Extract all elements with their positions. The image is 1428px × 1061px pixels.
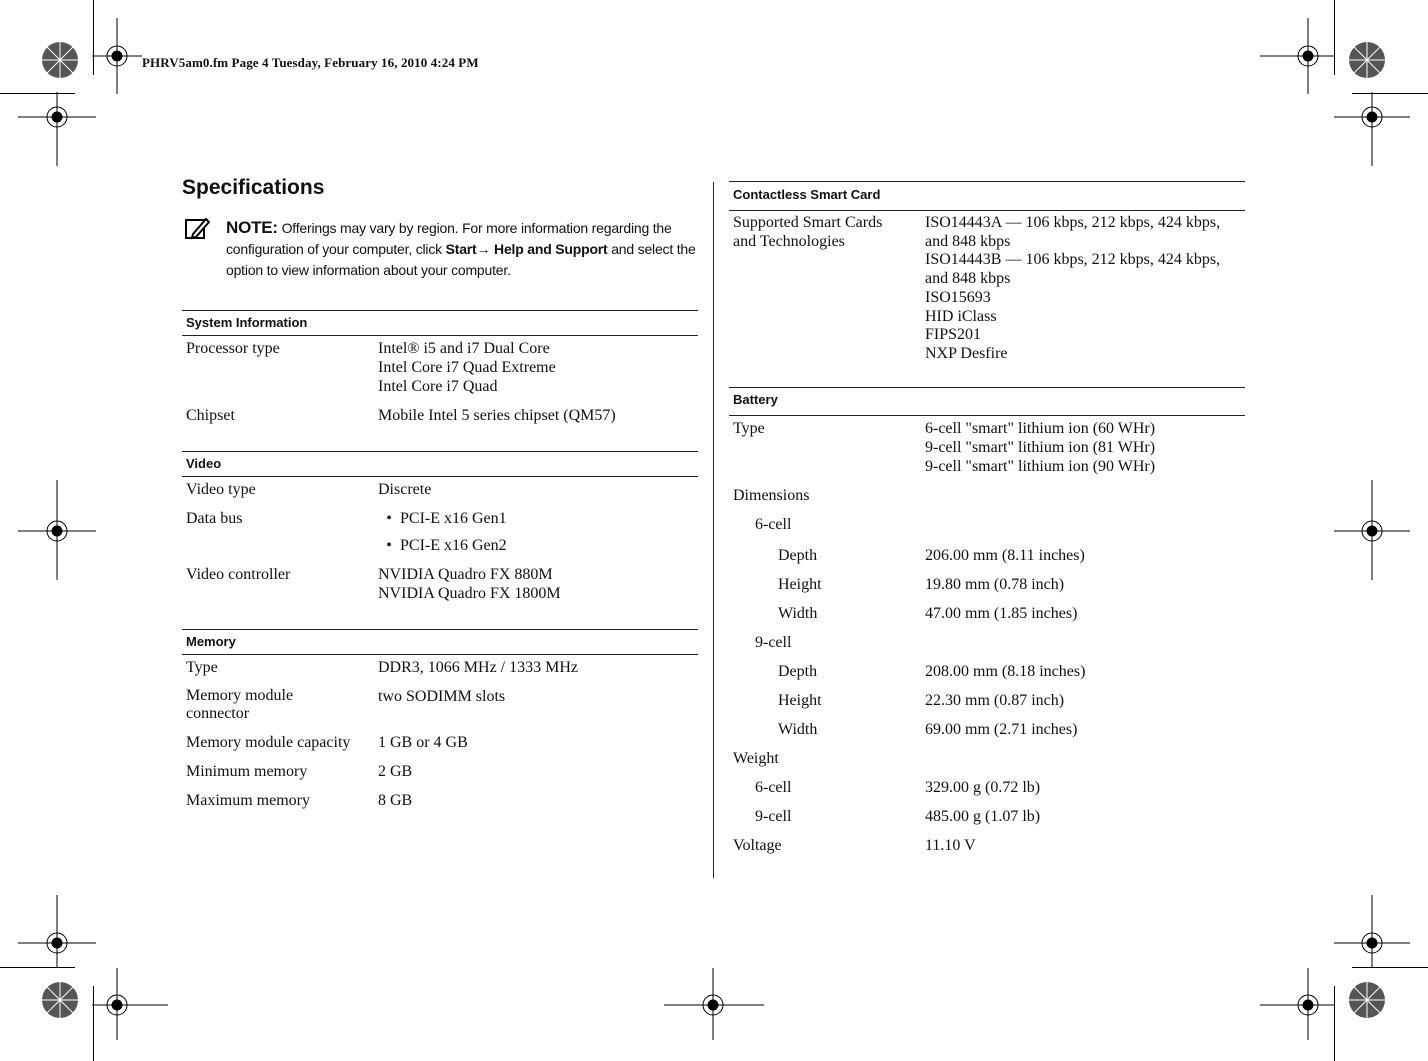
- spec-row: Video controller NVIDIA Quadro FX 880M NVIDIA Quadro FX 1800M: [186, 566, 561, 602]
- spec-row: Memory module capacity 1 GB or 4 GB: [186, 734, 468, 751]
- start-menu-ref: Start: [445, 241, 477, 257]
- spec-row: Video type Discrete: [186, 481, 432, 498]
- spec-row: Chipset Mobile Intel 5 series chipset (QM57): [186, 407, 616, 424]
- list-item: • PCI-E x16 Gen2: [378, 536, 698, 555]
- spec-row: Processor type Intel® i5 and i7 Dual Core Intel Core i7 Quad Extreme Intel Core i7 Quad: [186, 340, 556, 395]
- spec-row: 6-cell: [755, 516, 792, 533]
- section-heading: Video: [182, 451, 698, 477]
- data-bus-list: [378, 509, 698, 555]
- spec-row: Dimensions: [733, 487, 810, 504]
- spec-row: Height 22.30 mm (0.87 inch): [778, 692, 1065, 709]
- help-support-ref: Help and Support: [494, 241, 608, 257]
- spec-row: Height 19.80 mm (0.78 inch): [778, 576, 1065, 593]
- spec-row: 9-cell 485.00 g (1.07 lb): [755, 808, 1041, 825]
- system-information-section: [182, 310, 698, 435]
- spec-row: Voltage 11.10 V: [733, 837, 976, 854]
- section-heading: Memory: [182, 629, 698, 655]
- spec-row: Minimum memory 2 GB: [186, 763, 413, 780]
- spec-row: Type DDR3, 1066 MHz / 1333 MHz: [186, 659, 578, 676]
- note-pencil-icon: [184, 216, 210, 242]
- list-item: • PCI-E x16 Gen1: [378, 509, 698, 528]
- note-text: NOTE: Offerings may vary by region. For more information regarding the configuration of your computer, click Start→ Help and Support and select the option to view information about your computer.: [226, 218, 696, 278]
- section-heading: Battery: [729, 387, 1245, 416]
- spec-row: 9-cell: [755, 634, 792, 651]
- memory-section: [182, 629, 698, 820]
- spec-row: Depth 206.00 mm (8.11 inches): [778, 547, 1085, 564]
- section-heading: Contactless Smart Card: [729, 181, 1245, 211]
- section-heading: System Information: [182, 310, 698, 336]
- spec-row: 6-cell 329.00 g (0.72 lb): [755, 779, 1041, 796]
- spec-row: Data bus • PCI-E x16 Gen1 • PCI-E x16 Gen2: [186, 509, 698, 563]
- note-label: NOTE:: [226, 218, 278, 237]
- battery-section: [729, 387, 1245, 865]
- page-title: Specifications: [182, 176, 325, 199]
- spec-row: Weight: [733, 750, 779, 767]
- smart-card-section: [729, 181, 1245, 374]
- spec-row: Maximum memory 8 GB: [186, 792, 413, 809]
- file-header: PHRV5am0.fm Page 4 Tuesday, February 16, 2010 4:24 PM: [142, 55, 479, 70]
- spec-row: Memory module connector two SODIMM slots: [186, 687, 506, 722]
- column-divider: [713, 182, 714, 878]
- spec-row: Width 47.00 mm (1.85 inches): [778, 605, 1078, 622]
- video-section: [182, 451, 698, 613]
- spec-row: Type 6-cell "smart" lithium ion (60 WHr) 9-cell "smart" lithium ion (81 WHr) 9-cell "smart" lithium ion (90 WHr): [733, 420, 1156, 475]
- spec-row: Width 69.00 mm (2.71 inches): [778, 721, 1078, 738]
- spec-row: Supported Smart Cards and Technologies ISO14443A — 106 kbps, 212 kbps, 424 kbps, and 848 kbps ISO14443B — 106 kbps, 212 kbps, 424 kbps, and 848 kbps ISO15693 HID iClass FIPS201 NXP Desfire: [733, 214, 1221, 362]
- spec-row: Depth 208.00 mm (8.18 inches): [778, 663, 1086, 680]
